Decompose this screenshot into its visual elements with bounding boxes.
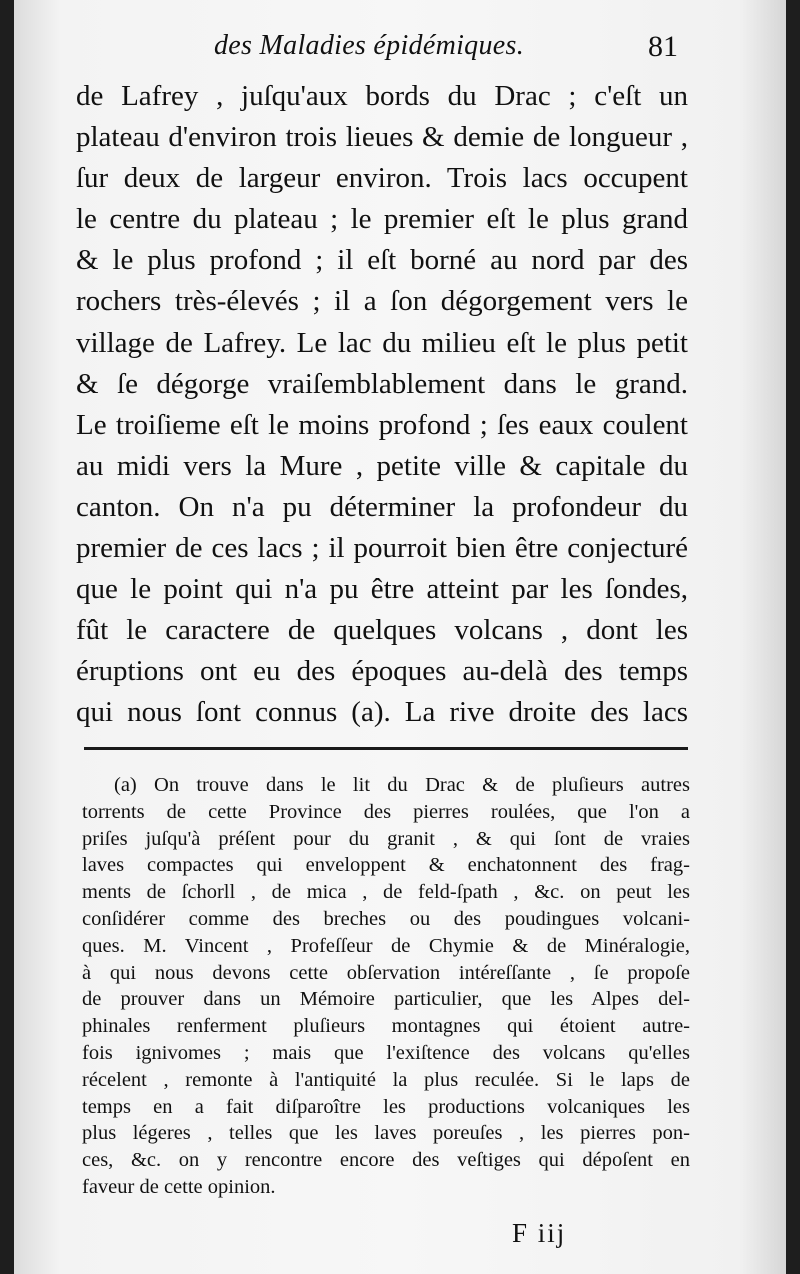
body-line: de Lafrey , juſqu'aux bords du Drac ; c'eſt un xyxy=(76,80,688,112)
body-line: plateau d'environ trois lieues & demie de longueur , xyxy=(76,121,688,154)
body-line: canton. On n'a pu déterminer la profondeur du xyxy=(76,490,688,523)
body-line: ſur deux de largeur environ. Trois lacs occupent xyxy=(76,162,688,195)
body-line: village de Lafrey. Le lac du milieu eſt le plus petit xyxy=(76,326,688,359)
footnote-line: plus légeres , telles que les laves poreuſes , les pierres pon- xyxy=(82,1122,690,1145)
body-line: le centre du plateau ; le premier eſt le plus grand xyxy=(76,203,688,236)
body-line: que le point qui n'a pu être atteint par les ſondes, xyxy=(76,573,688,606)
footnote-line: ques. M. Vincent , Profeſſeur de Chymie & de Minéralogie, xyxy=(82,934,690,957)
footnote-line: temps en a fait diſparoître les productions volcaniques les xyxy=(82,1095,690,1118)
footnote-line: à qui nous devons cette obſervation intéreſſante , ſe propoſe xyxy=(82,961,690,984)
footnote xyxy=(82,772,690,1201)
footnote-line: laves compactes qui enveloppent & enchatonnent des frag- xyxy=(82,854,690,877)
body-line: au midi vers la Mure , petite ville & capitale du xyxy=(76,449,688,482)
footnote-rule xyxy=(84,747,688,750)
book-page xyxy=(14,0,786,1274)
footnote-line: conſidérer comme des breches ou des poudingues volcani- xyxy=(82,907,690,930)
signature-mark: F iij xyxy=(512,1218,567,1248)
footnote-line: torrents de cette Province des pierres roulées, que l'on a xyxy=(82,800,690,823)
footnote-line: récelent , remonte à l'antiquité la plus reculée. Si le laps de xyxy=(82,1068,690,1091)
body-line: fût le caractere de quelques volcans , dont les xyxy=(76,614,688,647)
footnote-line: de prouver dans un Mémoire particulier, que les Alpes del- xyxy=(82,988,690,1011)
footnote-line: priſes juſqu'à préſent pour du granit , & qui ſont de vraies xyxy=(82,827,690,850)
footnote-line: faveur de cette opinion. xyxy=(82,1175,276,1198)
body-line: qui nous ſont connus (a). La rive droite des lacs xyxy=(76,696,688,729)
footnote-line: (a) On trouve dans le lit du Drac & de pluſieurs autres xyxy=(114,774,690,796)
body-line: & le plus profond ; il eſt borné au nord par des xyxy=(76,244,688,277)
body-line: premier de ces lacs ; il pourroit bien être conjecturé xyxy=(76,532,688,565)
body-line: éruptions ont eu des époques au-delà des temps xyxy=(76,655,688,688)
footnote-line: ments de ſchorll , de mica , de feld-ſpath , &c. on peut les xyxy=(82,881,690,904)
body-line: rochers très-élevés ; il a ſon dégorgement vers le xyxy=(76,285,688,318)
body-line: Le troiſieme eſt le moins profond ; ſes eaux coulent xyxy=(76,408,688,441)
footnote-line: fois ignivomes ; mais que l'exiſtence des volcans qu'elles xyxy=(82,1041,690,1064)
footnote-line: ces, &c. on y rencontre encore des veſtiges qui dépoſent en xyxy=(82,1149,690,1172)
body-text xyxy=(76,76,688,734)
footnote-line: phinales renferment pluſieurs montagnes qui étoient autre- xyxy=(82,1015,690,1038)
body-line: & ſe dégorge vraiſemblablement dans le grand. xyxy=(76,367,688,400)
running-title: des Maladies épidémiques. xyxy=(214,30,524,61)
page-number: 81 xyxy=(648,30,678,63)
